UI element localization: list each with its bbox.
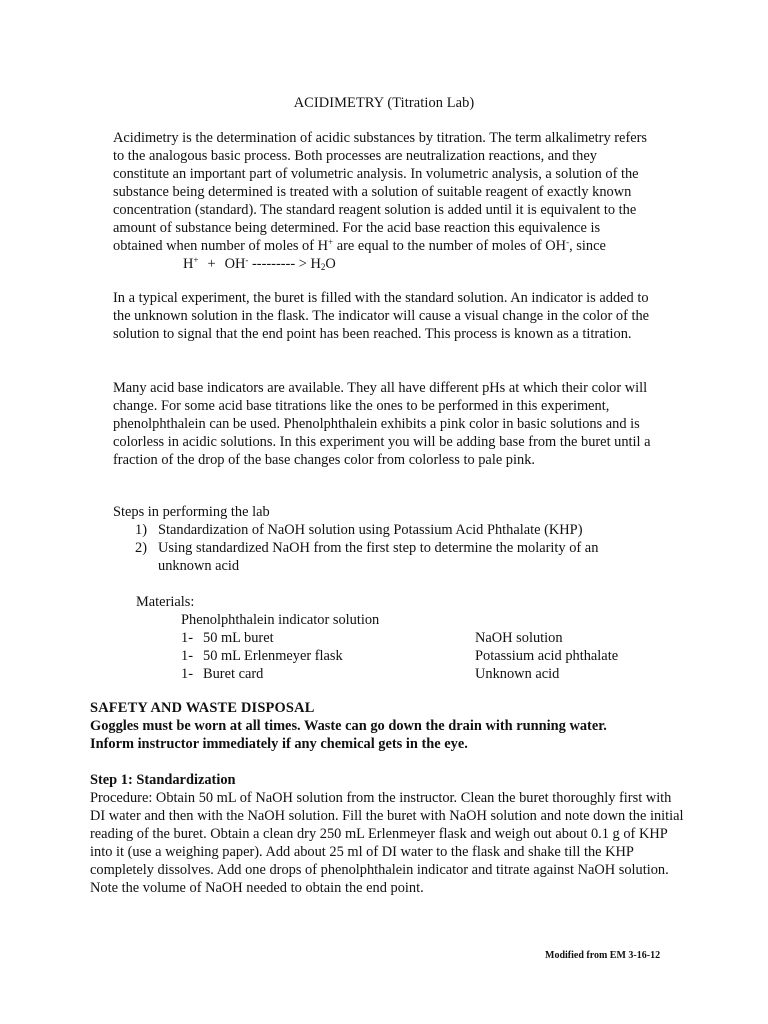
material-name: 50 mL buret	[203, 630, 274, 646]
step-item	[113, 539, 633, 575]
eq-subscript: 2	[320, 262, 326, 272]
material-indicator: Phenolphthalein indicator solution	[181, 612, 380, 628]
oh-superscript: -	[566, 237, 570, 247]
material-reagent: Unknown acid	[475, 666, 560, 682]
material-qty: 1-	[181, 666, 193, 682]
eq-o: O	[325, 256, 336, 272]
intro-text: Acidimetry is the determination of acidic substances by titration. The term alkalimetry refers to the analogous basic process. Both processes are neutralization reactions, and they constitute an important part of volumetric analysis. In volumetric analysis, a solution of the substance being determined is treated with a solution of suitable reagent of exactly known concentration (standard). The standard reagent solution is added until it is equivalent to the amount of substance being determined. For the acid base reaction this equivalence is obtained when number of moles of H	[113, 130, 648, 254]
step-text: Standardization of NaOH solution using Potassium Acid Phthalate (KHP)	[158, 522, 583, 538]
material-reagent: NaOH solution	[475, 630, 563, 646]
eq-h-charge: +	[193, 255, 199, 265]
eq-plus: +	[207, 256, 216, 272]
h-superscript: +	[328, 237, 334, 247]
material-name: 50 mL Erlenmeyer flask	[203, 648, 343, 664]
step1-procedure: Procedure: Obtain 50 mL of NaOH solution from the instructor. Clean the buret thoroughly first with DI water and then with the NaOH solution. Fill the buret with NaOH solution and note down the initial reading of the buret. Obtain a clean dry 250 mL Erlenmeyer flask and weigh out about 0.1 g of KHP into it (use a weighing paper). Add about 25 ml of DI water to the flask and shake till the KHP completely dissolves. Add one drops of phenolphthalein indicator and titrate against NaOH solution. Note the volume of NaOH needed to obtain the end point.	[90, 790, 684, 896]
step-number: 1)	[135, 522, 147, 538]
eq-oh-charge: -	[245, 255, 249, 265]
step1-heading: Step 1: Standardization	[90, 772, 236, 788]
footer-note: Modified from EM 3-16-12	[545, 950, 661, 961]
step-number: 2)	[135, 540, 147, 556]
buret-paragraph: In a typical experiment, the buret is filled with the standard solution. An indicator is added to the unknown solution in the flask. The indicator will cause a visual change in the color of the solution to signal that the end point has been reached. This process is known as a titration.	[113, 290, 650, 342]
steps-heading: Steps in performing the lab	[113, 504, 270, 520]
material-qty: 1-	[181, 648, 193, 664]
safety-line: Goggles must be worn at all times. Waste can go down the drain with running water.	[90, 718, 607, 734]
material-qty: 1-	[181, 630, 193, 646]
safety-line: Inform instructor immediately if any chemical gets in the eye.	[90, 736, 468, 752]
step-item	[113, 521, 633, 539]
indicator-paragraph: Many acid base indicators are available. They all have different pHs at which their color will change. For some acid base titrations like the ones to be performed in this experiment, phenolphthalein can be used. Phenolphthalein exhibits a pink color in basic solutions and is colorless in acidic solutions. In this experiment you will be adding base from the buret until a fraction of the drop of the base changes color from colorless to pale pink.	[113, 380, 651, 468]
steps-list	[113, 521, 633, 575]
intro-paragraph	[113, 129, 653, 273]
eq-h: H	[183, 256, 194, 272]
eq-oh: OH	[224, 256, 246, 272]
material-reagent: Potassium acid phthalate	[475, 648, 619, 664]
step-text: Using standardized NaOH from the first step to determine the molarity of an unknown acid	[158, 540, 599, 574]
intro-text-cont: are equal to the number of moles of OH	[333, 238, 567, 254]
safety-notice	[90, 717, 690, 753]
material-name: Buret card	[203, 666, 264, 682]
eq-arrow: --------- > H	[248, 256, 321, 272]
materials-heading: Materials:	[136, 594, 195, 610]
page-title: ACIDIMETRY (Titration Lab)	[293, 95, 475, 111]
equation	[183, 256, 336, 272]
safety-heading: SAFETY AND WASTE DISPOSAL	[90, 700, 315, 716]
since-text: , since	[569, 238, 606, 254]
